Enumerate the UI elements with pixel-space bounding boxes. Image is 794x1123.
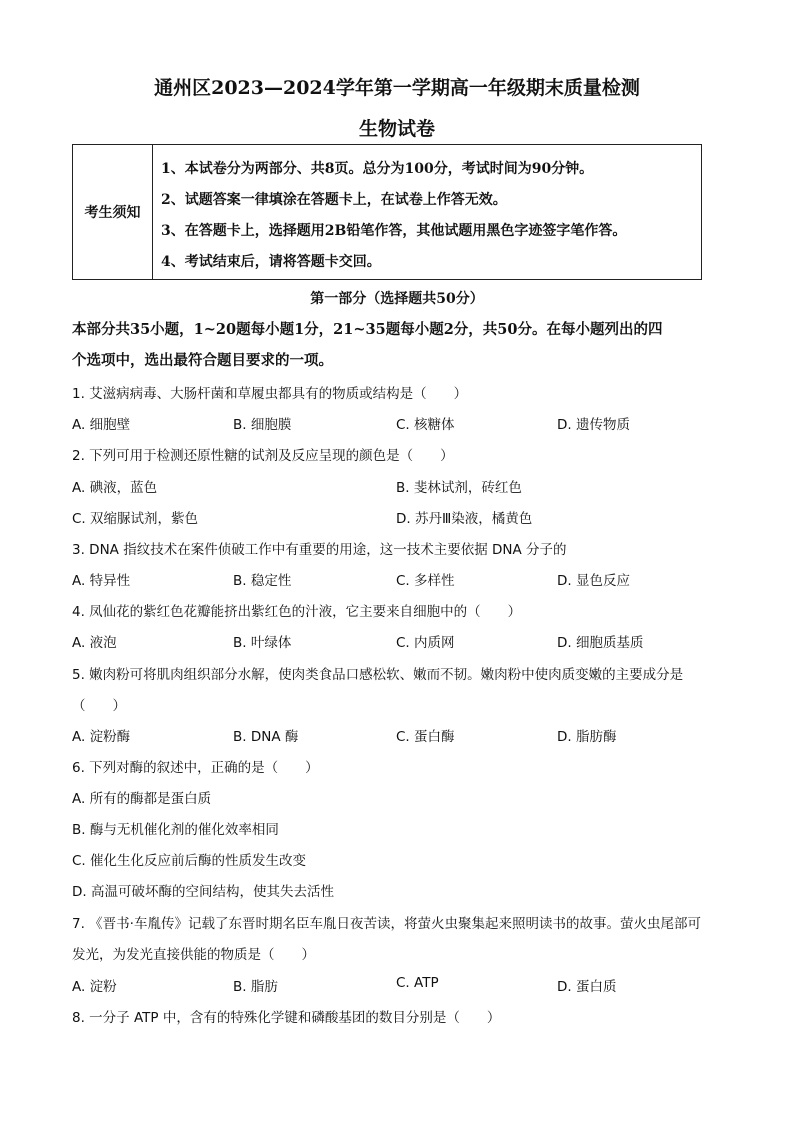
notice-box xyxy=(72,144,702,280)
notice-item: 4、考试结束后，请将答题卡交回。 xyxy=(161,254,381,270)
answer-option: B. 斐林试剂，砖红色 xyxy=(396,480,522,496)
question-stem: 1. 艾滋病病毒、大肠杆菌和草履虫都具有的物质或结构是（ ） xyxy=(72,386,468,402)
question-stem: 7. 《晋书·车胤传》记载了东晋时期名臣车胤日夜苦读，将萤火虫聚集起来照明读书的故事。萤火虫尾部可 xyxy=(72,916,701,932)
question-stem: 6. 下列对酶的叙述中，正确的是（ ） xyxy=(72,760,319,776)
answer-option: C. 蛋白酶 xyxy=(396,729,455,745)
answer-option: D. 显色反应 xyxy=(557,573,630,589)
answer-option: D. 高温可破坏酶的空间结构，使其失去活性 xyxy=(72,884,334,900)
notice-item: 2、试题答案一律填涂在答题卡上，在试卷上作答无效。 xyxy=(161,192,507,208)
question-stem: 4. 凤仙花的紫红色花瓣能挤出紫红色的汁液，它主要来自细胞中的（ ） xyxy=(72,604,522,620)
notice-item: 3、在答题卡上，选择题用2B铅笔作答，其他试题用黑色字迹签字笔作答。 xyxy=(161,223,627,239)
answer-option: A. 所有的酶都是蛋白质 xyxy=(72,791,212,807)
answer-option: A. 碘液，蓝色 xyxy=(72,480,158,496)
answer-option: C. ATP xyxy=(396,975,439,991)
answer-option: C. 双缩脲试剂，紫色 xyxy=(72,511,199,527)
exam-title: 通州区2023—2024学年第一学期高一年级期末质量检测 xyxy=(154,77,640,99)
answer-option: B. 稳定性 xyxy=(233,573,292,589)
answer-option: B. 酶与无机催化剂的催化效率相同 xyxy=(72,822,279,838)
question-stem: 8. 一分子 ATP 中，含有的特殊化学键和磷酸基团的数目分别是（ ） xyxy=(72,1010,501,1026)
answer-option: D. 遗传物质 xyxy=(557,417,630,433)
answer-option: D. 脂肪酶 xyxy=(557,729,617,745)
answer-option: D. 苏丹Ⅲ染液，橘黄色 xyxy=(396,511,533,527)
answer-option: B. 叶绿体 xyxy=(233,635,292,651)
question-stem: 2. 下列可用于检测还原性糖的试剂及反应呈现的颜色是（ ） xyxy=(72,448,454,464)
answer-option: B. DNA 酶 xyxy=(233,729,299,745)
answer-option: D. 细胞质基质 xyxy=(557,635,644,651)
answer-option: C. 核糖体 xyxy=(396,417,455,433)
answer-option: A. 淀粉酶 xyxy=(72,729,131,745)
answer-option: C. 催化生化反应前后酶的性质发生改变 xyxy=(72,853,307,869)
answer-option: B. 脂肪 xyxy=(233,979,278,995)
answer-option: A. 细胞壁 xyxy=(72,417,131,433)
answer-option: D. 蛋白质 xyxy=(557,979,617,995)
answer-option: A. 特异性 xyxy=(72,573,131,589)
section-instructions: 个选项中，选出最符合题目要求的一项。 xyxy=(72,352,333,369)
answer-option: A. 淀粉 xyxy=(72,979,117,995)
answer-option: C. 内质网 xyxy=(396,635,455,651)
answer-option: B. 细胞膜 xyxy=(233,417,292,433)
notice-label: 考生须知 xyxy=(73,145,153,279)
notice-item: 1、本试卷分为两部分、共8页。总分为100分，考试时间为90分钟。 xyxy=(161,161,594,177)
question-stem: 发光，为发光直接供能的物质是（ ） xyxy=(72,947,315,963)
question-stem: （ ） xyxy=(72,698,126,714)
answer-option: C. 多样性 xyxy=(396,573,455,589)
section-instructions: 本部分共35小题，1~20题每小题1分，21~35题每小题2分，共50分。在每小题列出的四 xyxy=(72,321,663,338)
exam-subject: 生物试卷 xyxy=(358,118,435,140)
question-stem: 5. 嫩肉粉可将肌肉组织部分水解，使肉类食品口感松软、嫩而不韧。嫩肉粉中使肉质变嫩的主要成分是 xyxy=(72,667,684,683)
question-stem: 3. DNA 指纹技术在案件侦破工作中有重要的用途，这一技术主要依据 DNA 分子的 xyxy=(72,542,567,558)
answer-option: A. 液泡 xyxy=(72,635,117,651)
section-title: 第一部分（选择题共50分） xyxy=(310,291,484,307)
